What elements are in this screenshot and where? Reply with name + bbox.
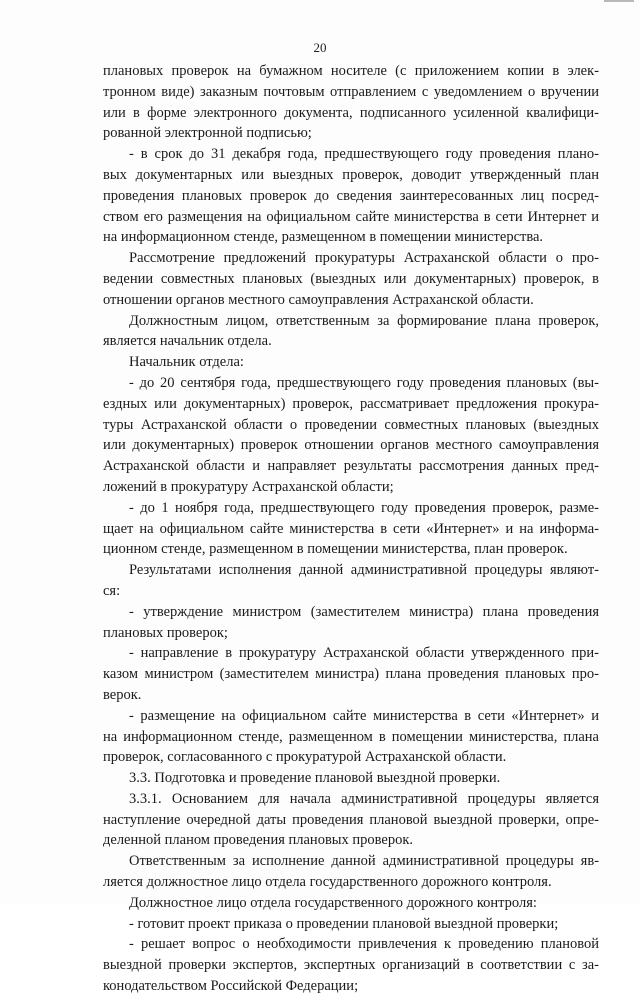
text-line: ездных или документарных) проверок, рассматривает предложения прокура- [103, 395, 599, 412]
text-line: вых документарных или выездных проверок, доводит утвержденный план [103, 166, 599, 183]
text-line: ционном стенде, размещенном в помещении министерства, план проверок. [103, 541, 568, 558]
text-line: деленной планом проведения плановых проверок. [103, 832, 414, 849]
paragraph [103, 311, 599, 353]
text-line: является начальник отдела. [103, 333, 272, 350]
paragraph [103, 61, 599, 144]
paragraph [103, 373, 599, 498]
text-line: Должностным лицом, ответственным за формирование плана проверок, [129, 312, 599, 329]
paragraph [103, 768, 599, 789]
document-body [103, 61, 599, 997]
text-line: на информационном стенде, размещенном в помещении министерства. [103, 229, 544, 246]
text-line: плановых проверок; [103, 624, 228, 641]
text-line: ведении совместных плановых (выездных или документарных) проверок, в [103, 270, 599, 287]
text-line: казом министром (заместителем министра) плана проведения плановых про- [103, 666, 599, 683]
text-line: - утверждение министром (заместителем министра) плана проведения [129, 603, 599, 620]
text-line: проверок, согласованного с прокуратурой Астраханской области. [103, 749, 507, 766]
paragraph [103, 144, 599, 248]
text-line: ложений в прокуратуру Астраханской области; [103, 478, 394, 495]
paragraph [103, 914, 599, 935]
text-line: туры Астраханской области о проведении совместных плановых (выездных [103, 416, 599, 433]
text-line: плановых проверок на бумажном носителе (с приложением копии в элек- [103, 63, 599, 79]
paragraph [103, 498, 599, 560]
text-line: Ответственным за исполнение данной административной процедуры яв- [129, 853, 599, 870]
text-line: - размещение на официальном сайте министерства в сети «Интернет» и [129, 707, 599, 724]
paragraph [103, 602, 599, 644]
paragraph [103, 851, 599, 893]
paragraph [103, 789, 599, 851]
paragraph [103, 706, 599, 768]
text-line: ся: [103, 582, 121, 599]
text-line: - до 20 сентября года, предшествующего году проведения плановых (вы- [129, 374, 599, 391]
text-line: или документарных) проверок отношении органов местного самоуправления [103, 437, 599, 454]
text-line: тронном виде) заказным почтовым отправлением с уведомлением о вручении [103, 83, 599, 100]
paragraph [103, 893, 599, 914]
scan-corner-mark [604, 0, 634, 2]
text-line: 3.3. Подготовка и проведение плановой выездной проверки. [129, 770, 501, 787]
text-line: ляется должностное лицо отдела государственного дорожного контроля. [103, 874, 552, 891]
text-line: выездной проверки экспертов, экспертных организаций в соответствии с за- [103, 957, 599, 974]
text-line: Начальник отдела: [129, 354, 244, 371]
text-line: Астраханской области и направляет результаты рассмотрения данных пред- [103, 458, 599, 475]
text-line: Рассмотрение предложений прокуратуры Астраханской области о про- [129, 250, 599, 267]
paragraph [103, 352, 599, 373]
paragraph [103, 934, 599, 996]
text-line: или в форме электронного документа, подписанного усиленной квалифици- [103, 104, 599, 121]
text-line: отношении органов местного самоуправления Астраханской области. [103, 291, 534, 308]
paragraph [103, 643, 599, 705]
text-line: - готовит проект приказа о проведении плановой выездной проверки; [129, 915, 559, 932]
text-line: верок. [103, 686, 142, 703]
page-number: 20 [313, 40, 327, 55]
text-line: - до 1 ноября года, предшествующего году проведения проверок, разме- [129, 499, 599, 516]
text-line: щает на официальном сайте министерства в сети «Интернет» и на информа- [103, 520, 599, 537]
text-line: ством его размещения на официальном сайте министерства в сети Интернет и [103, 208, 599, 225]
text-line: Результатами исполнения данной административной процедуры являют- [129, 562, 599, 579]
text-line: проведения плановых проверок до сведения заинтересованных лиц посред- [103, 187, 599, 204]
text-line: Должностное лицо отдела государственного дорожного контроля: [129, 894, 537, 911]
text-line: наступление очередной даты проведения плановой выездной проверки, опре- [103, 811, 599, 828]
paragraph [103, 560, 599, 602]
paragraph [103, 248, 599, 310]
text-line: на информационном стенде, размещенном в помещении министерства, плана [103, 728, 599, 745]
text-line: рованной электронной подписью; [103, 125, 312, 142]
text-line: - направление в прокуратуру Астраханской области утвержденного при- [129, 645, 599, 662]
text-line: - решает вопрос о необходимости привлечения к проведению плановой [129, 936, 599, 953]
text-line: конодательством Российской Федерации; [103, 978, 359, 995]
text-line: 3.3.1. Основанием для начала административной процедуры является [129, 790, 599, 807]
text-line: - в срок до 31 декабря года, предшествующего году проведения плано- [129, 146, 599, 163]
